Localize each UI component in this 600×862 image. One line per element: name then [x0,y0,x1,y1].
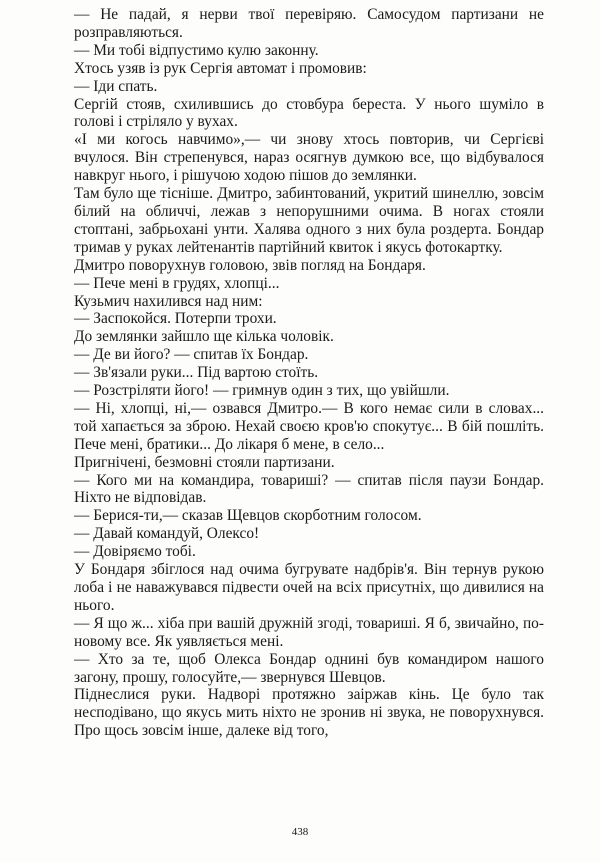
paragraph: Сергій стояв, схилившись до стовбура береста. У нього шуміло в голові і стріляло у вухах. [74,95,544,131]
paragraph: — Не падай, я нерви твої перевіряю. Самосудом партизани не розправляються. [74,6,544,41]
paragraph: — Де ви його? — спитав їх Бондар. [74,346,309,364]
paragraph: — Довіряємо тобі. [74,543,196,561]
paragraph: — Зв'язали руки... Під вартою стоїть. [74,364,319,382]
paragraph: Кузьмич нахилився над ним: [74,292,263,310]
paragraph: — Хто за те, щоб Олекса Бондар однині був командиром нашого загону, прошу, голосуйте,— звернувся Шевцов. [74,650,544,686]
paragraph: — Берися-ти,— сказав Щевцов скорботним голосом. [74,507,422,525]
paragraph: — Ми тобі відпустимо кулю законну. [74,41,319,59]
paragraph: У Бондаря збіглося над очима бугрувате надбрів'я. Він тернув рукою лоба і не наважувався підвести очей на всіх присутніх, що дивилися на нього. [74,561,544,614]
paragraph: Пригнічені, безмовні стояли партизани. [74,453,335,471]
paragraph: — Розстріляти його! — гримнув один з тих, що увійшли. [74,382,450,400]
paragraph: — Пече мені в грудях, хлопці... [74,274,280,292]
paragraph: Дмитро поворухнув головою, звів погляд на Бондаря. [74,256,426,274]
paragraph: — Заспокойся. Потерпи трохи. [74,310,277,328]
paragraph: — Я що ж... хіба при вашій дружній згоді, товариші. Я б, звичайно, по-новому все. Як уявляється мені. [74,614,544,650]
paragraph: Хтось узяв із рук Сергія автомат і промовив: [74,59,367,77]
paragraph: — Давай командуй, Олексо! [74,525,260,543]
paragraph: — Ні, хлопці, ні,— озвався Дмитро.— В кого немає сили в словах... той хапається за зброю. Нехай своєю кров'ю спокутує... В бій пошліть. Пече мені, братики... До лікаря б мене, в село... [74,399,544,453]
paragraph: — Іди спать. [74,77,158,95]
paragraph: Піднеслися руки. Надворі протяжно заіржав кінь. Це було так несподівано, що якусь мить ніхто не зронив ні звука, не поворухнувся. Про щось зовсім інше, далеке від того, [74,686,544,740]
body-text [74,6,544,740]
paragraph: Там було ще тісніше. Дмитро, забинтований, укритий шинеллю, зовсім білий на обличчі, лежав з непорушними очима. В ногах стояли стоптані, забрьохані унти. Халява одного з них була роздерта. Бондар тримав у руках лейтенантів партійний квиток і якусь фотокартку. [74,185,544,256]
page-number: 438 [291,826,309,838]
paragraph: «І ми когось навчимо»,— чи знову хтось повторив, чи Сергієві вчулося. Він стрепенувся, нараз осягнув думкою все, що відбувалося навкруг нього, і рішучою ходою пішов до землянки. [74,131,544,185]
paragraph: До землянки зайшло ще кілька чоловік. [74,328,334,346]
paragraph: — Кого ми на командира, товариші? — спитав після паузи Бондар. Ніхто не відповідав. [74,471,544,507]
